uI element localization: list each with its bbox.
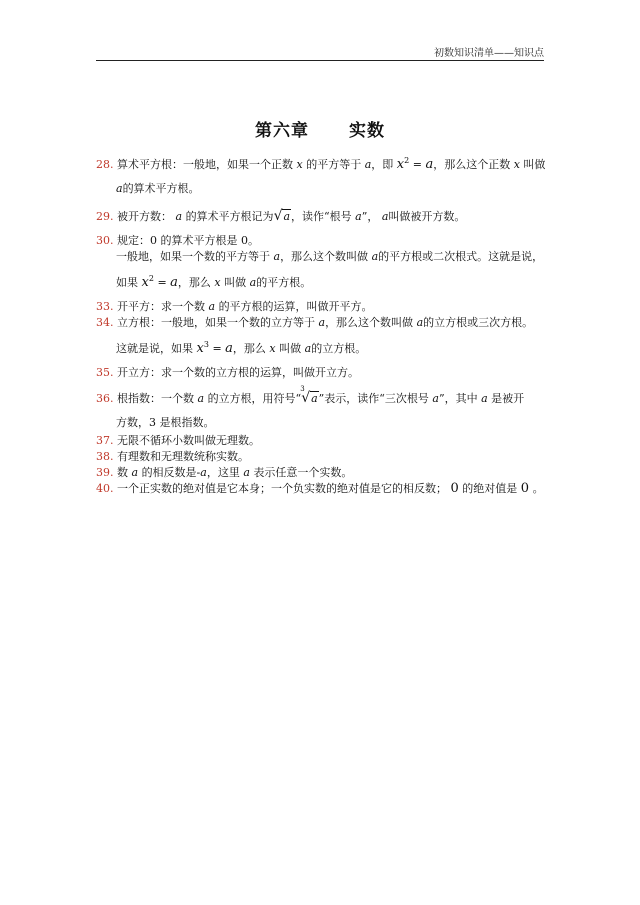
- entry-number: 35.: [96, 366, 114, 379]
- entry-text: 这就是说，如果: [116, 342, 193, 355]
- entry-text: ，这里: [206, 466, 240, 479]
- math-a: a: [225, 341, 233, 356]
- header-rule: [96, 60, 544, 61]
- entry-text: 方数，3 是根指数。: [116, 416, 215, 429]
- entry-text: 开立方：求一个数的立方根的运算，叫做开立方。: [117, 366, 359, 379]
- entry-30: [96, 232, 259, 248]
- entry-37: [96, 432, 260, 448]
- entry-text: 的相反数是-: [141, 466, 201, 479]
- math-x: x: [214, 276, 221, 289]
- entry-text: 一般地，如果一个正数: [183, 158, 293, 171]
- entry-text: 如果: [116, 276, 138, 289]
- entry-text: 无限不循环小数叫做无理数。: [117, 434, 260, 447]
- math-a: a: [249, 276, 257, 289]
- math-x: x: [296, 158, 303, 171]
- entry-text: 的平方等于: [306, 158, 362, 171]
- math-a: a: [432, 392, 439, 405]
- page-header: 初数知识清单——知识点: [434, 48, 544, 59]
- entry-text: 叫做: [279, 342, 302, 355]
- entry-text: 规定：0 的算术平方根是 0。: [117, 234, 259, 247]
- entry-text: 被开方数：: [117, 210, 172, 223]
- math-x: x: [269, 342, 276, 355]
- entry-28: [96, 156, 545, 172]
- entry-35: [96, 364, 359, 380]
- entry-text: 数: [117, 466, 128, 479]
- math-a: a: [197, 392, 205, 405]
- entry-text: 的立方根。: [311, 342, 367, 355]
- entry-text: 。: [532, 482, 544, 495]
- entry-36: [96, 385, 525, 406]
- math-a: a: [208, 300, 216, 313]
- entry-text: ，那么这个数叫做: [325, 316, 414, 329]
- entry-text: 的立方根或三次方根。: [423, 316, 534, 329]
- entry-text: ，那么: [232, 342, 266, 355]
- chapter-title: [0, 116, 640, 141]
- entry-text: 的平方根的运算，叫做开平方。: [218, 300, 373, 313]
- math-a: a: [381, 210, 389, 223]
- entry-text: 立方根：一般地，如果一个数的立方等于: [117, 316, 315, 329]
- math-a: a: [355, 210, 362, 223]
- entry-40: [96, 480, 544, 496]
- math-a: a: [371, 250, 379, 263]
- math-equals: =: [157, 276, 167, 289]
- math-zero: 0: [450, 481, 459, 496]
- entry-38: [96, 448, 249, 464]
- math-equals: =: [212, 342, 222, 355]
- entry-text: 的绝对值是: [462, 482, 518, 495]
- entry-text: ”，其中: [438, 392, 478, 405]
- entry-text: ”表示，读作“三次根号: [318, 392, 429, 405]
- entry-text: ”，: [361, 210, 379, 223]
- chapter-topic: 实数: [349, 121, 385, 141]
- entry-text: 的平方根。: [256, 276, 312, 289]
- math-a: a: [364, 158, 372, 171]
- entry-text: 开平方：求一个数: [117, 300, 205, 313]
- entry-text: ，那么: [177, 276, 211, 289]
- math-exponent: 2: [404, 156, 410, 165]
- math-a: a: [131, 466, 139, 479]
- entry-number: 38.: [96, 450, 114, 463]
- entry-number: 39.: [96, 466, 114, 479]
- entry-number: 40.: [96, 482, 114, 495]
- entry-number: 33.: [96, 300, 114, 313]
- square-root-symbol: √a: [273, 208, 291, 224]
- entry-text: 的算术平方根。: [122, 182, 200, 195]
- entry-text: 的平方根或二次根式。这就是说，: [378, 250, 544, 263]
- math-a: a: [175, 210, 183, 223]
- math-x: x: [141, 275, 149, 290]
- entry-number: 34.: [96, 316, 114, 329]
- math-a: a: [170, 275, 178, 290]
- entry-36-continuation: [116, 414, 215, 430]
- math-exponent: 2: [148, 274, 154, 283]
- entry-33: [96, 298, 373, 314]
- entry-39: [96, 464, 352, 480]
- entry-number: 37.: [96, 434, 114, 447]
- entry-text: 叫做: [224, 276, 247, 289]
- entry-text: 一个正实数的绝对值是它本身；一个负实数的绝对值是它的相反数；: [117, 482, 447, 495]
- math-zero: 0: [520, 481, 530, 496]
- entry-text: 一般地，如果一个数的平方等于: [116, 250, 270, 263]
- math-a: a: [318, 316, 326, 329]
- math-a: a: [200, 466, 207, 479]
- math-a: a: [481, 392, 488, 405]
- entry-text: 表示任意一个实数。: [253, 466, 353, 479]
- entry-text: 是被开: [491, 392, 525, 405]
- entry-30-line3: [116, 274, 311, 290]
- entry-number: 28.: [96, 158, 114, 171]
- math-exponent: 3: [203, 340, 209, 349]
- math-x: x: [396, 157, 405, 172]
- entry-label: 算术平方根：: [117, 158, 183, 171]
- entry-text: 根指数：一个数: [117, 392, 194, 405]
- math-a: a: [116, 182, 123, 195]
- entry-number: 30.: [96, 234, 114, 247]
- entry-text: 的立方根，用符号“: [207, 392, 302, 405]
- math-x: x: [513, 158, 520, 171]
- entry-text: 叫做: [523, 158, 546, 171]
- entry-text: 有理数和无理数统称实数。: [117, 450, 249, 463]
- chapter-number: 第六章: [255, 121, 309, 141]
- entry-text: 的算术平方根记为: [185, 210, 274, 223]
- math-a: a: [273, 250, 281, 263]
- math-a: a: [304, 342, 312, 355]
- math-equals: =: [412, 158, 422, 171]
- entry-text: ，读作“根号: [291, 210, 352, 223]
- entry-text: ，那么这个数叫做: [280, 250, 369, 263]
- entry-34-continuation: [116, 340, 366, 356]
- math-a: a: [243, 466, 250, 479]
- entry-30-line2: [116, 248, 543, 264]
- cube-root-symbol: 3 √a: [300, 385, 318, 406]
- entry-number: 36.: [96, 392, 114, 405]
- entry-text: 叫做被开方数。: [388, 210, 466, 223]
- entry-29: [96, 208, 465, 224]
- entry-number: 29.: [96, 210, 114, 223]
- math-a: a: [425, 157, 434, 172]
- entry-28-continuation: [116, 180, 200, 196]
- entry-text: ，即: [371, 158, 394, 171]
- entry-34: [96, 314, 533, 330]
- math-a: a: [416, 316, 424, 329]
- math-x: x: [196, 341, 204, 356]
- entry-text: ，那么这个正数: [433, 158, 511, 171]
